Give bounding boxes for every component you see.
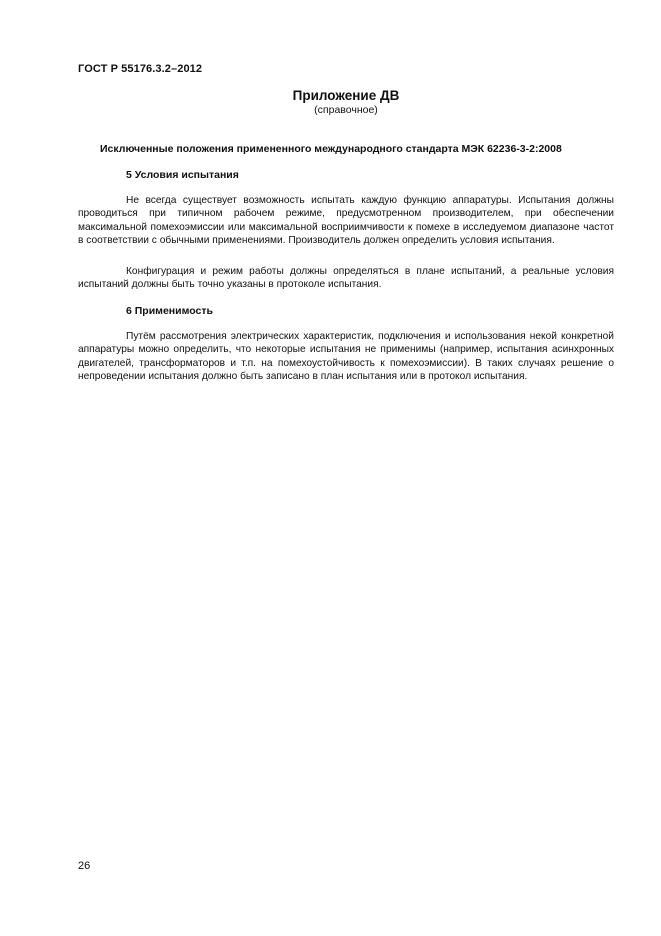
page-number: 26: [78, 860, 91, 872]
section-6-heading: 6 Применимость: [126, 305, 213, 317]
section-5-paragraph-2: Конфигурация и режим работы должны определяться в плане испытаний, а реальные условия испытаний должны быть точно указаны в протоколе испытания.: [78, 266, 614, 291]
appendix-subtitle: (справочное): [314, 104, 378, 116]
appendix-title: Приложение ДВ: [292, 88, 400, 103]
section-5-paragraph-1: Не всегда существует возможность испытать каждую функцию аппаратуры. Испытания должны проводиться при типичном рабочем режиме, предусмотренном производителем, при обеспечении максимальной помехоэмиссии или максимальной восприимчивости к помехе в исследуемом диапазоне частот в соответствии с обычными применениями. Производитель должен определить условия испытания.: [78, 195, 614, 246]
section-6-paragraph-1: Путём рассмотрения электрических характеристик, подключения и использования некой конкретной аппаратуры можно определить, что некоторые испытания не применимы (например, испытания асинхронных двигателей, трансформаторов и т.п. на помехоустойчивость к помехоэмиссии). В таких случаях решение о непроведении испытания должно быть записано в план испытания или в протокол испытания.: [78, 331, 614, 382]
section-5-heading: 5 Условия испытания: [126, 169, 239, 181]
excluded-provisions-heading: Исключенные положения примененного международного стандарта МЭК 62236-3-2:2008: [100, 143, 562, 155]
standard-header: ГОСТ Р 55176.3.2–2012: [78, 63, 203, 75]
